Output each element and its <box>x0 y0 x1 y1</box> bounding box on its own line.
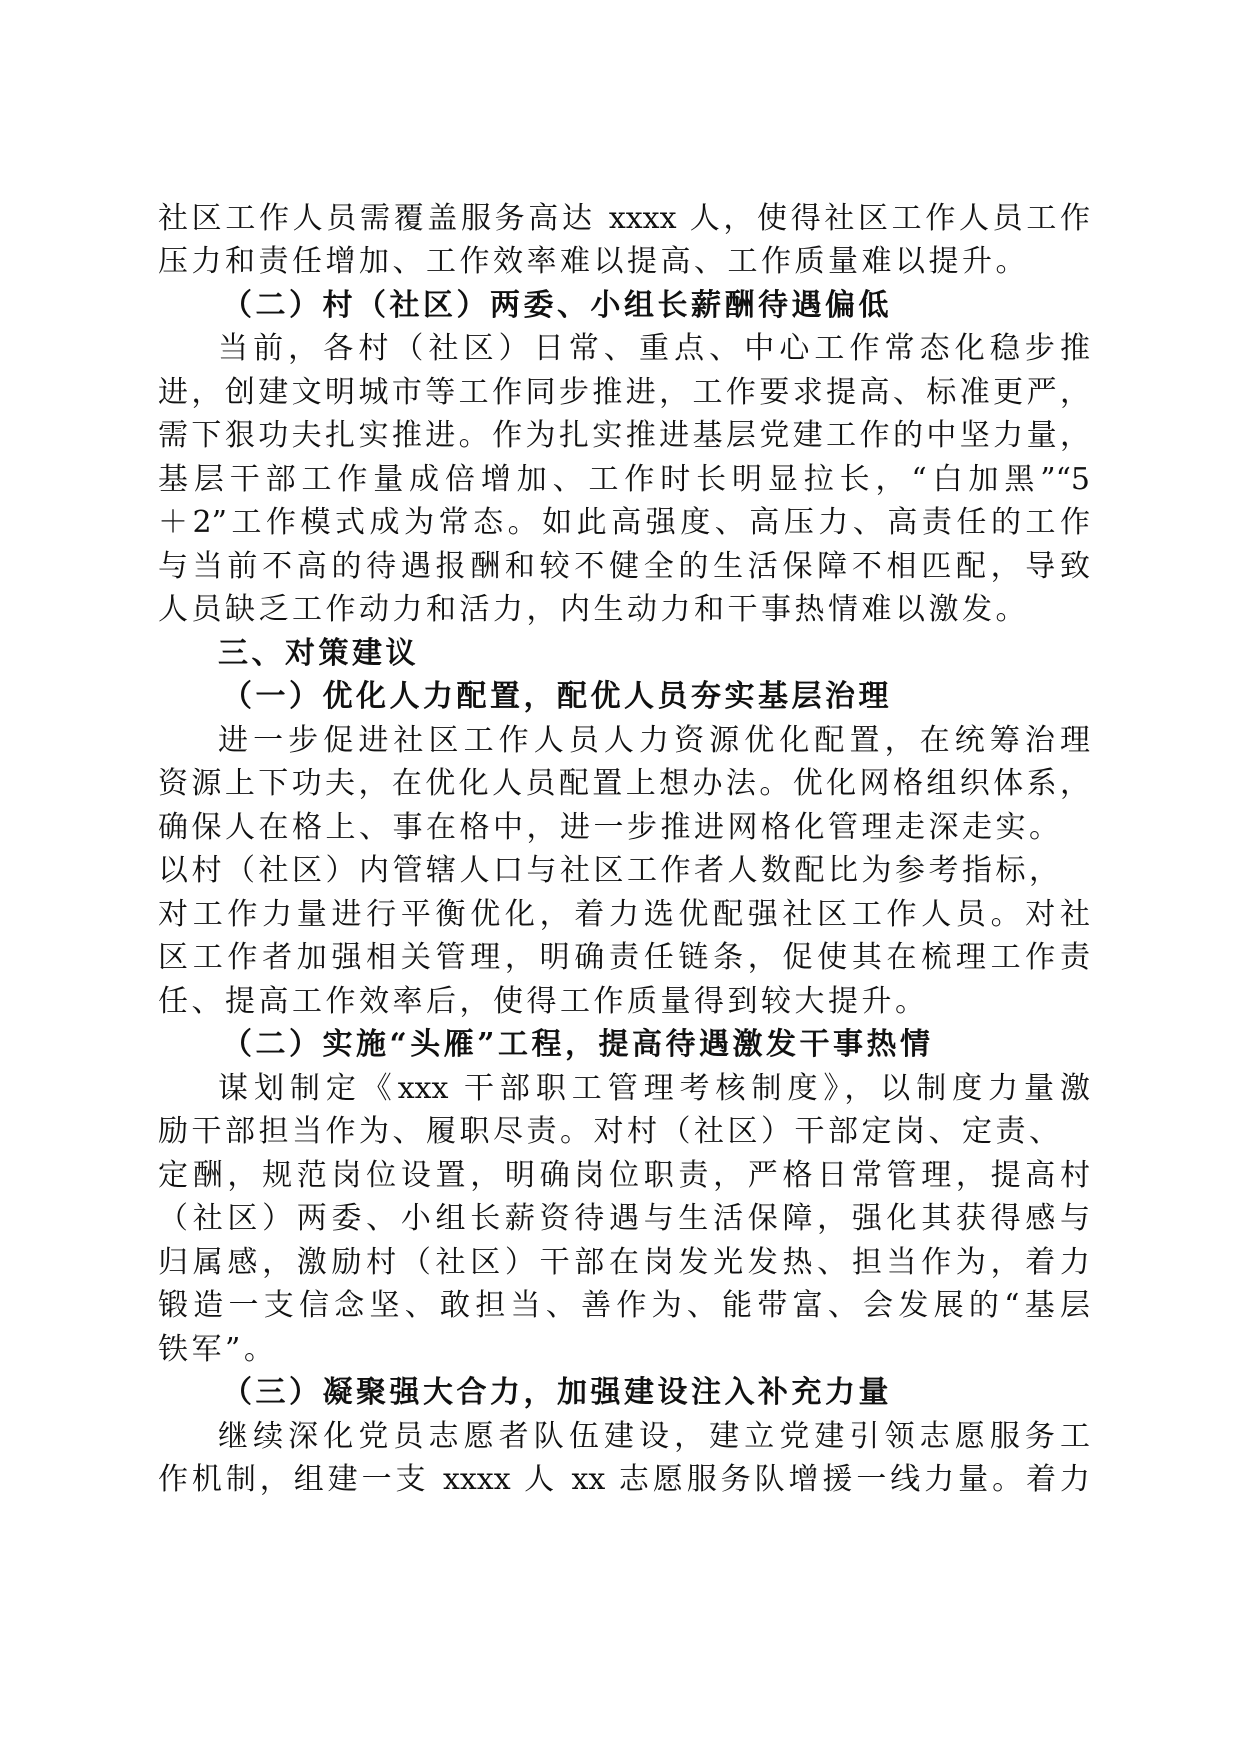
paragraph-line: （社区）两委、小组长薪资待遇与生活保障，强化其获得感与 <box>158 1201 1090 1236</box>
paragraph-line: 继续深化党员志愿者队伍建设，建立党建引领志愿服务工 <box>218 1419 1090 1454</box>
paragraph-line: 基层干部工作量成倍增加、工作时长明显拉长，“白加黑”“5 <box>158 462 1090 497</box>
paragraph-line: 需下狠功夫扎实推进。作为扎实推进基层党建工作的中坚力量， <box>158 418 1090 453</box>
paragraph-line: 确保人在格上、事在格中，进一步推进网格化管理走深走实。 <box>158 810 1063 845</box>
section-heading: （二）村（社区）两委、小组长薪酬待遇偏低 <box>222 288 892 323</box>
paragraph-line: 人员缺乏工作动力和活力，内生动力和干事热情难以激发。 <box>158 592 1029 627</box>
paragraph-line: 压力和责任增加、工作效率难以提高、工作质量难以提升。 <box>158 244 1029 279</box>
chapter-heading: 三、对策建议 <box>218 636 419 671</box>
paragraph-line: 归属感，激励村（社区）干部在岗发光发热、担当作为，着力 <box>158 1245 1090 1280</box>
paragraph-line: 与当前不高的待遇报酬和较不健全的生活保障不相匹配，导致 <box>158 549 1090 584</box>
section-heading: （一）优化人力配置，配优人员夯实基层治理 <box>222 679 892 714</box>
paragraph-line: 铁军”。 <box>158 1332 278 1367</box>
paragraph-line: 当前，各村（社区）日常、重点、中心工作常态化稳步推 <box>218 331 1090 366</box>
paragraph-line: 作机制，组建一支 xxxx 人 xx 志愿服务队增援一线力量。着力 <box>158 1462 1090 1497</box>
paragraph-line: 以村（社区）内管辖人口与社区工作者人数配比为参考指标， <box>158 853 1063 888</box>
paragraph-line: 对工作力量进行平衡优化，着力选优配强社区工作人员。对社 <box>158 897 1090 932</box>
paragraph-line: 资源上下功夫，在优化人员配置上想办法。优化网格组织体系， <box>158 766 1090 801</box>
paragraph-line: 定酬，规范岗位设置，明确岗位职责，严格日常管理，提高村 <box>158 1158 1090 1193</box>
paragraph-line: 进一步促进社区工作人员人力资源优化配置，在统筹治理 <box>218 723 1090 758</box>
paragraph-line: 区工作者加强相关管理，明确责任链条，促使其在梳理工作责 <box>158 940 1090 975</box>
paragraph-line: 进，创建文明城市等工作同步推进，工作要求提高、标准更严， <box>158 375 1090 410</box>
paragraph-line: 谋划制定《xxx 干部职工管理考核制度》，以制度力量激 <box>218 1071 1090 1106</box>
paragraph-line: 社区工作人员需覆盖服务高达 xxxx 人，使得社区工作人员工作 <box>158 201 1090 236</box>
section-heading: （二）实施“头雁”工程，提高待遇激发干事热情 <box>222 1027 934 1062</box>
paragraph-line: 励干部担当作为、履职尽责。对村（社区）干部定岗、定责、 <box>158 1114 1063 1149</box>
paragraph-line: 锻造一支信念坚、敢担当、善作为、能带富、会发展的“基层 <box>158 1288 1090 1323</box>
paragraph-line: 任、提高工作效率后，使得工作质量得到较大提升。 <box>158 984 929 1019</box>
section-heading: （三）凝聚强大合力，加强建设注入补充力量 <box>222 1375 892 1410</box>
paragraph-line: ＋2”工作模式成为常态。如此高强度、高压力、高责任的工作 <box>158 505 1090 540</box>
